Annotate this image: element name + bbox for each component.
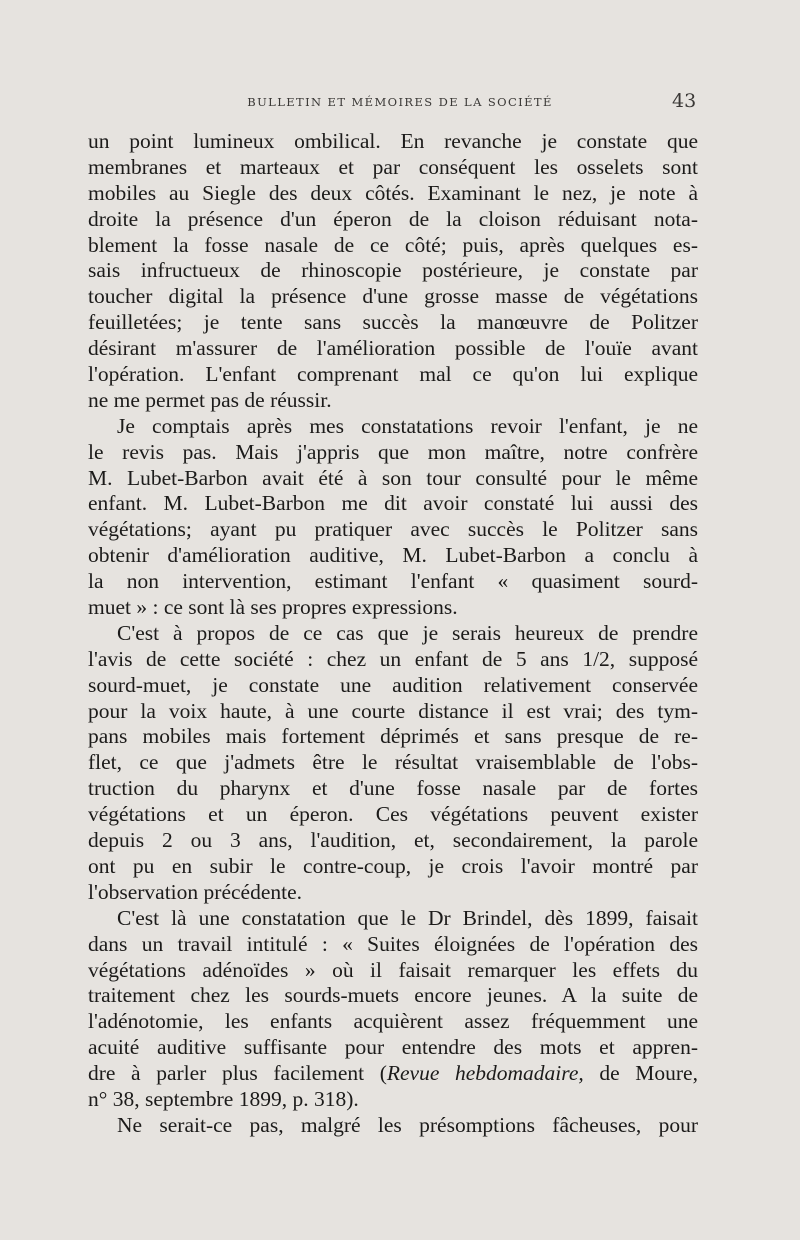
text-line: l'opération. L'enfant comprenant mal ce qu'on lui explique xyxy=(88,362,698,387)
journal-title: Revue hebdomadaire, xyxy=(386,1061,584,1086)
text-line: enfant. M. Lubet-Barbon me dit avoir constaté lui aussi des xyxy=(88,491,698,516)
text-line: Je comptais après mes constatations revoir l'enfant, je ne xyxy=(117,413,698,438)
running-header: BULLETIN ET MÉMOIRES DE LA SOCIÉTÉ xyxy=(247,95,553,109)
text-line: végétations; ayant pu pratiquer avec succès le Politzer sans xyxy=(88,517,698,542)
text-line: toucher digital la présence d'une grosse masse de végétations xyxy=(88,284,698,309)
text-line: flet, ce que j'admets être le résultat vraisemblable de l'obs- xyxy=(88,750,698,775)
text-line: sourd-muet, je constate une audition relativement conservée xyxy=(88,672,698,697)
text-line: végétations et un éperon. Ces végétations peuvent exister xyxy=(88,802,698,827)
text-line: truction du pharynx et d'une fosse nasale par de fortes xyxy=(88,776,698,801)
text-line: Ne serait-ce pas, malgré les présomptions fâcheuses, pour xyxy=(117,1112,698,1137)
text-line: le revis pas. Mais j'appris que mon maître, notre confrère xyxy=(88,439,698,464)
text-line: désirant m'assurer de l'amélioration possible de l'ouïe avant xyxy=(88,336,698,361)
text-line: dans un travail intitulé : « Suites éloignées de l'opération des xyxy=(88,931,698,956)
body-text xyxy=(88,129,698,1139)
text-line: traitement chez les sourds-muets encore jeunes. A la suite de xyxy=(88,983,698,1008)
text-line: pour la voix haute, à une courte distance il est vrai; des tym- xyxy=(88,698,698,723)
text-line: obtenir d'amélioration auditive, M. Lubet-Barbon a conclu à xyxy=(88,543,698,568)
text-line: M. Lubet-Barbon avait été à son tour consulté pour le même xyxy=(88,465,698,490)
text-line: l'adénotomie, les enfants acquièrent assez fréquemment une xyxy=(88,1009,698,1034)
text-line: végétations adénoïdes » où il faisait remarquer les effets du xyxy=(88,957,698,982)
text-line: C'est à propos de ce cas que je serais heureux de prendre xyxy=(117,620,698,645)
text-line: la non intervention, estimant l'enfant « quasiment sourd- xyxy=(88,569,698,594)
text-line: un point lumineux ombilical. En revanche je constate que xyxy=(88,129,698,153)
text-line: depuis 2 ou 3 ans, l'audition, et, secondairement, la parole xyxy=(88,828,698,853)
text-line: feuilletées; je tente sans succès la manœuvre de Politzer xyxy=(88,310,698,335)
text-line: acuité auditive suffisante pour entendre des mots et appren- xyxy=(88,1035,698,1060)
text-line: ont pu en subir le contre-coup, je crois l'avoir montré par xyxy=(88,853,698,878)
text-line xyxy=(88,1061,698,1087)
text-line: pans mobiles mais fortement déprimés et sans presque de re- xyxy=(88,724,698,749)
text-line: sais infructueux de rhinoscopie postérieure, je constate par xyxy=(88,258,698,283)
page-number: 43 xyxy=(672,90,697,112)
text-line: droite la présence d'un éperon de la cloison réduisant nota- xyxy=(88,206,698,231)
text-line: mobiles au Siegle des deux côtés. Examinant le nez, je note à xyxy=(88,180,698,205)
text-line: l'avis de cette société : chez un enfant de 5 ans 1/2, supposé xyxy=(88,646,698,671)
text-line: blement la fosse nasale de ce côté; puis, après quelques es- xyxy=(88,232,698,257)
text-line: C'est là une constatation que le Dr Brindel, dès 1899, faisait xyxy=(117,905,698,930)
text-fragment: dre à parler plus facilement ( xyxy=(88,1061,387,1086)
text-line: muet » : ce sont là ses propres expressions. xyxy=(88,595,458,620)
text-fragment: de Moure, xyxy=(583,1061,698,1086)
text-line: n° 38, septembre 1899, p. 318). xyxy=(88,1086,359,1111)
text-line: l'observation précédente. xyxy=(88,879,303,904)
text-line: ne me permet pas de réussir. xyxy=(88,387,332,412)
text-line: membranes et marteaux et par conséquent les osselets sont xyxy=(88,154,698,179)
